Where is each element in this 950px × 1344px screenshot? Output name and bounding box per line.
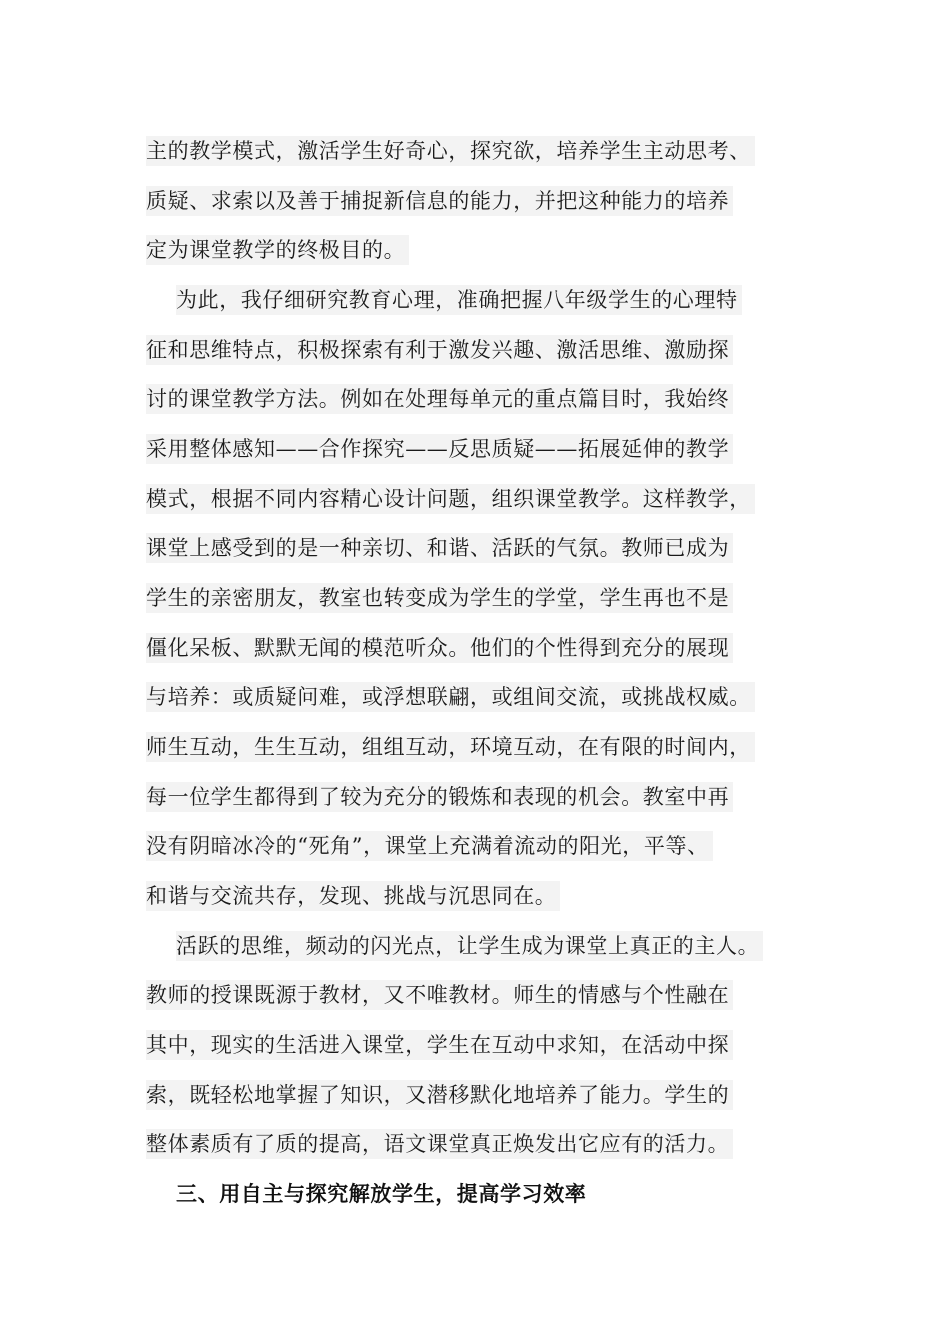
paragraph-line: 征和思维特点，积极探索有利于激发兴趣、激活思维、激励探 [146,335,733,365]
paragraph-line: 讨的课堂教学方法。例如在处理每单元的重点篇目时，我始终 [146,384,733,414]
paragraph-line: 和谐与交流共存，发现、挑战与沉思同在。 [146,881,560,911]
paragraph-line: 采用整体感知——合作探究——反思质疑——拓展延伸的教学 [146,434,733,464]
paragraph-line: 没有阴暗冰冷的“死角”，课堂上充满着流动的阳光，平等、 [146,831,713,861]
paragraph-line: 索，既轻松地掌握了知识，又潜移默化地培养了能力。学生的 [146,1080,733,1110]
paragraph-line: 主的教学模式，激活学生好奇心，探究欲，培养学生主动思考、 [146,136,755,166]
section-heading: 三、用自主与探究解放学生，提高学习效率 [176,1181,587,1206]
paragraph-line: 课堂上感受到的是一种亲切、和谐、活跃的气氛。教师已成为 [146,533,733,563]
paragraph-line: 为此，我仔细研究教育心理，准确把握八年级学生的心理特 [176,285,742,315]
paragraph-line: 活跃的思维，频动的闪光点，让学生成为课堂上真正的主人。 [176,931,763,961]
paragraph-line: 每一位学生都得到了较为充分的锻炼和表现的机会。教室中再 [146,782,733,812]
paragraph-line: 其中，现实的生活进入课堂，学生在互动中求知，在活动中探 [146,1030,733,1060]
paragraph-line: 质疑、求索以及善于捕捉新信息的能力，并把这种能力的培养 [146,186,733,216]
paragraph-line: 与培养：或质疑问难，或浮想联翩，或组间交流，或挑战权威。 [146,682,755,712]
paragraph-line: 学生的亲密朋友，教室也转变成为学生的学堂，学生再也不是 [146,583,733,613]
paragraph-line: 定为课堂教学的终极目的。 [146,235,409,265]
paragraph-line: 整体素质有了质的提高，语文课堂真正焕发出它应有的活力。 [146,1129,733,1159]
paragraph-line: 模式，根据不同内容精心设计问题，组织课堂教学。这样教学， [146,484,755,514]
paragraph-line: 师生互动，生生互动，组组互动，环境互动，在有限的时间内， [146,732,755,762]
paragraph-line: 僵化呆板、默默无闻的模范听众。他们的个性得到充分的展现 [146,633,733,663]
paragraph-line: 教师的授课既源于教材，又不唯教材。师生的情感与个性融在 [146,980,733,1010]
